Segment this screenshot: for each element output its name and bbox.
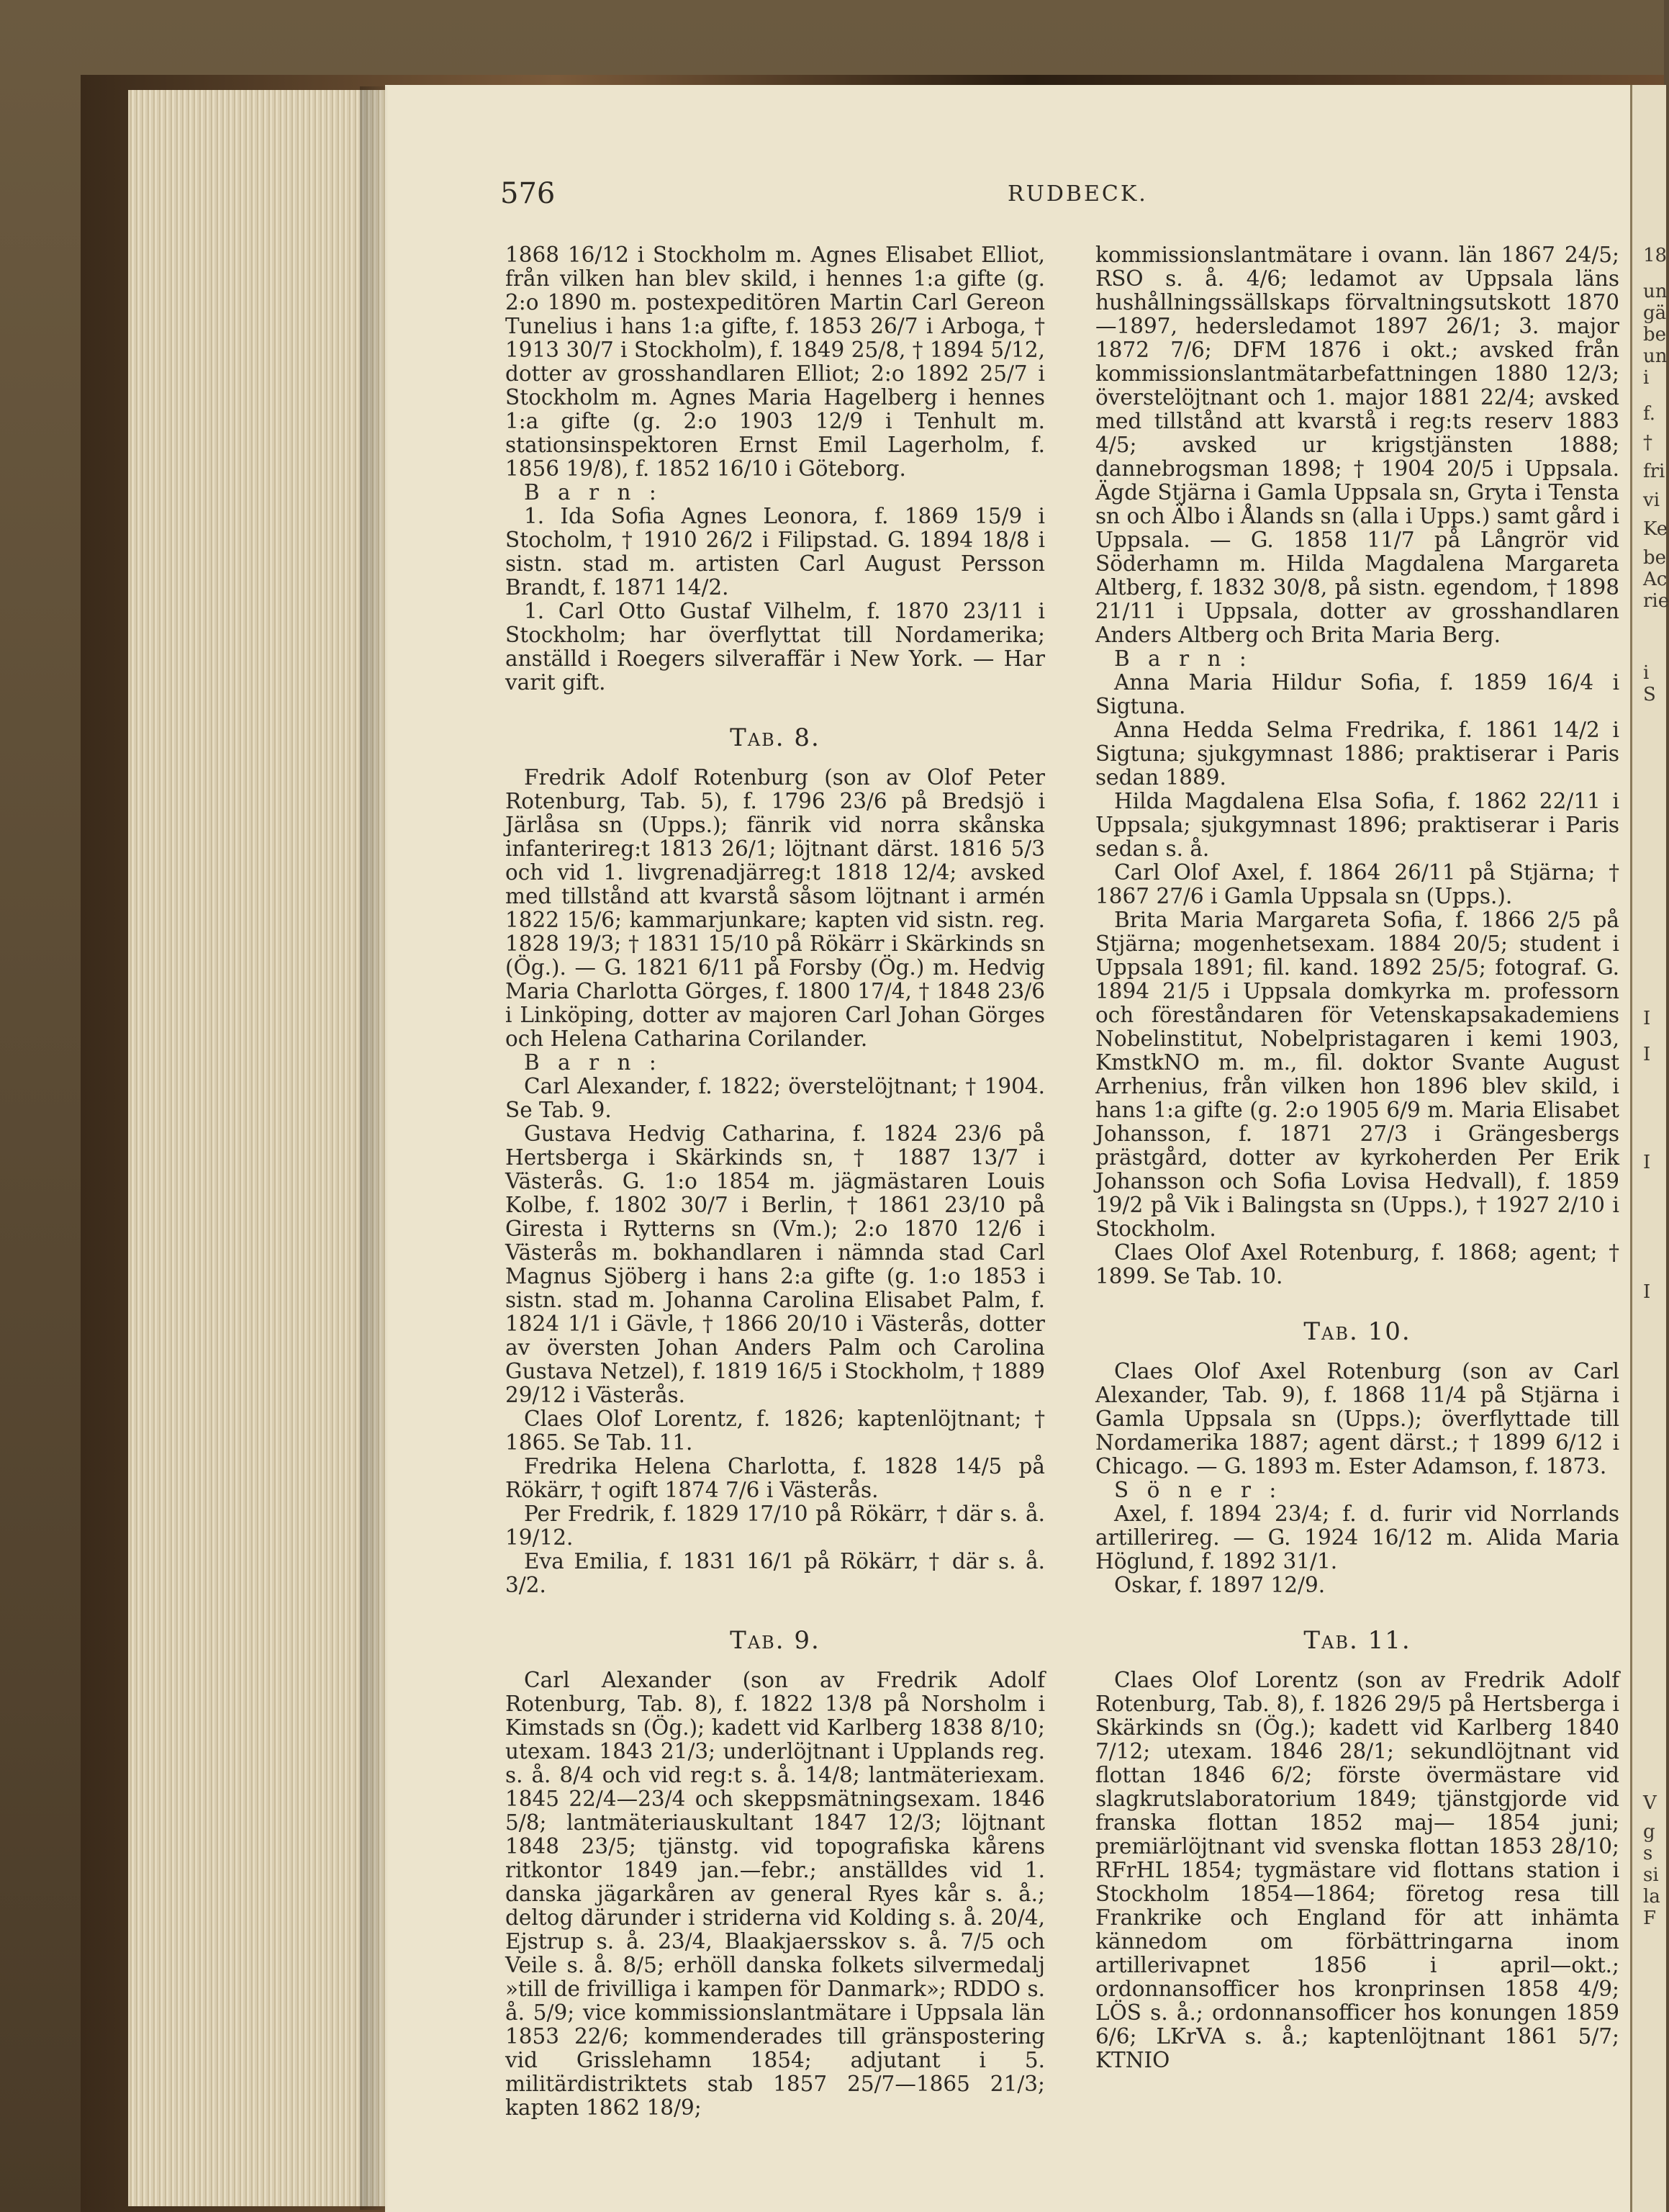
entry-paragraph: Eva Emilia, f. 1831 16/1 på Rökärr, † där s. å. 3/2.	[505, 1549, 1045, 1597]
margin-fragment: Ke	[1643, 518, 1668, 540]
entry-paragraph: Anna Maria Hildur Sofia, f. 1859 16/4 i Sigtuna.	[1095, 670, 1619, 718]
margin-fragment: I	[1643, 1152, 1651, 1173]
entry-paragraph: Carl Alexander (son av Fredrik Adolf Rotenburg, Tab. 8), f. 1822 13/8 på Norsholm i Kimstads sn (Ög.); kadett vid Karlberg 1838 8/10; utexam. 1843 21/3; underlöjtnant i Upplands reg. s. å. 8/4 och vid reg:t s. å. 14/8; lantmäteriexam. 1845 22/4—23/4 och skeppsmätningsexam. 1846 5/8; lantmäteriauskultant 1847 12/3; löjtnant 1848 23/5; tjänstg. vid topografiska kårens ritkontor 1849 jan.—febr.; anställdes vid 1. danska jägarkåren av general Ryes kår s. å.; deltog därunder i striderna vid Kolding s. å. 20/4, Ejstrup s. å. 23/4, Blaakjaersskov s. å. 7/5 och Veile s. å. 8/5; erhöll danska folkets silvermedalj »till de frivilliga i kampen för Danmark»; RDDO s. å. 5/9; vice kommissionslantmätare i Uppsala län 1853 22/6; kommenderades till gränspostering vid Grisslehamn 1854; adjutant i 5. militärdistriktets stab 1857 25/7—1865 21/3; kapten 1862 18/9;	[505, 1668, 1045, 2120]
children-heading: S ö n e r :	[1114, 1478, 1283, 1502]
entry-paragraph: Hilda Magdalena Elsa Sofia, f. 1862 22/11 i Uppsala; sjukgymnast 1896; praktiserar i Paris sedan s. å.	[1095, 789, 1619, 861]
page-header	[500, 177, 1637, 213]
children-heading: B a r n :	[1114, 646, 1252, 671]
entry-paragraph: Claes Olof Axel Rotenburg (son av Carl Alexander, Tab. 9), f. 1868 11/4 på Stjärna i Gamla Uppsala sn (Upps.); överflyttade till Nordamerika 1887; agent därst.; † 1899 6/12 i Chicago. — G. 1893 m. Ester Adamson, f. 1873.	[1095, 1359, 1619, 1479]
margin-fragment: la	[1643, 1886, 1660, 1908]
continued-paragraph: 1868 16/12 i Stockholm m. Agnes Elisabet Elliot, från vilken han blev skild, i hennes 1:a gifte (g. 2:o 1890 m. postexpeditören Martin Carl Gereon Tunelius i hans 1:a gifte, f. 1853 26/7 i Arboga, † 1913 30/7 i Stockholm), f. 1849 25/8, † 1894 5/12, dotter av grosshandlaren Elliot; 2:o 1892 25/7 i Stockholm m. Agnes Maria Hagelberg i hennes 1:a gifte (g. 2:o 1903 12/9 i Tenhult m. stationsinspektoren Ernst Emil Lagerholm, f. 1856 19/8), f. 1852 16/10 i Göteborg.	[505, 243, 1045, 481]
margin-fragment: be	[1643, 547, 1667, 569]
table-heading: Tab. 9.	[730, 1626, 820, 1655]
margin-fragment: fri	[1643, 461, 1665, 482]
gutter-shadow	[360, 86, 389, 2210]
right-column	[1095, 243, 1619, 2072]
margin-fragment: i S	[1643, 662, 1656, 705]
entry-paragraph: 1. Carl Otto Gustaf Vilhelm, f. 1870 23/11 i Stockholm; har överflyttat till Nordamerika; anställd i Roegers silveraffär i New York. — Har varit gift.	[505, 599, 1045, 695]
entry-paragraph: Fredrik Adolf Rotenburg (son av Olof Peter Rotenburg, Tab. 5), f. 1796 23/6 på Bredsjö i Järlåsa sn (Upps.); fänrik vid norra skånska infanterireg:t 1813 26/1; löjtnant därst. 1816 5/3 och vid 1. livgrenadjärreg:t 1818 12/4; avsked med tillstånd att kvarstå såsom löjtnant i armén 1822 15/6; kammarjunkare; kapten vid sistn. reg. 1828 19/3; † 1831 15/10 på Rökärr i Skärkinds sn (Ög.). — G. 1821 6/11 på Forsby (Ög.) m. Hedvig Maria Charlotta Görges, f. 1800 17/4, † 1848 23/6 i Linköping, dotter av majoren Carl Johan Görges och Helena Catharina Corilander.	[505, 765, 1045, 1051]
margin-fragment: I	[1643, 1044, 1651, 1065]
margin-fragment: be	[1643, 324, 1667, 346]
margin-fragment: I	[1643, 1281, 1651, 1303]
entry-paragraph: Per Fredrik, f. 1829 17/10 på Rökärr, † där s. å. 19/12.	[505, 1502, 1045, 1550]
table-heading: Tab. 11.	[1303, 1626, 1411, 1655]
margin-fragment: V	[1643, 1792, 1657, 1814]
entry-paragraph: Brita Maria Margareta Sofia, f. 1866 2/5 på Stjärna; mogenhetsexam. 1884 20/5; student i Uppsala 1891; fil. kand. 1892 25/5; fotograf. G. 1894 21/5 i Uppsala domkyrka m. professorn och föreståndaren för Vetenskapsakademiens Nobelinstitut, Nobelpristagaren i kemi 1903, KmstkNO m. m., fil. doktor Svante August Arrhenius, från vilken hon 1896 blev skild, i hans 1:a gifte (g. 2:o 1905 6/9 m. Maria Elisabet Johansson, f. 1871 27/3 i Grängesbergs prästgård, dotter av kyrkoherden Per Erik Johansson och Sofia Lovisa Hedvall), f. 1859 19/2 på Vik i Balingsta sn (Upps.), † 1927 2/10 i Stockholm.	[1095, 908, 1619, 1241]
margin-fragment: s	[1643, 1843, 1653, 1864]
margin-fragment: F	[1643, 1908, 1657, 1929]
entry-paragraph: 1. Ida Sofia Agnes Leonora, f. 1869 15/9 i Stocholm, † 1910 26/2 i Filipstad. G. 1894 18/8 i sistn. stad m. artisten Carl August Persson Brandt, f. 1871 14/2.	[505, 504, 1045, 600]
margin-fragment: g	[1643, 1821, 1655, 1843]
entry-paragraph: Carl Alexander, f. 1822; överstelöjtnant; † 1904. Se Tab. 9.	[505, 1074, 1045, 1122]
margin-fragment: gä	[1643, 302, 1667, 324]
entry-paragraph: Fredrika Helena Charlotta, f. 1828 14/5 på Rökärr, † ogift 1874 7/6 i Västerås.	[505, 1454, 1045, 1502]
page-number: 576	[500, 177, 556, 210]
table-heading: Tab. 10.	[1303, 1317, 1411, 1346]
entry-paragraph: Gustava Hedvig Catharina, f. 1824 23/6 på Hertsberga i Skärkinds sn, † 1887 13/7 i Västerås. G. 1:o 1854 m. jägmästaren Louis Kolbe, f. 1802 30/7 i Berlin, † 1861 23/10 på Giresta i Rytterns sn (Vm.); 2:o 1870 12/6 i Västerås m. bokhandlaren i nämnda stad Carl Magnus Sjöberg i hans 2:a gifte (g. 1:o 1853 i sistn. stad m. Johanna Carolina Elisabet Palm, f. 1824 1/1 i Gävle, † 1866 20/10 i Västerås, dotter av översten Johan Anders Palm och Carolina Gustava Netzel), f. 1819 16/5 i Stockholm, † 1889 29/12 i Västerås.	[505, 1121, 1045, 1407]
entry-paragraph: Claes Olof Lorentz, f. 1826; kaptenlöjtnant; † 1865. Se Tab. 11.	[505, 1407, 1045, 1455]
entry-paragraph: Carl Olof Axel, f. 1864 26/11 på Stjärna; † 1867 27/6 i Gamla Uppsala sn (Upps.).	[1095, 860, 1619, 908]
children-heading: B a r n :	[524, 480, 662, 505]
entry-paragraph: Oskar, f. 1897 12/9.	[1114, 1573, 1326, 1597]
margin-fragment: vi	[1643, 489, 1660, 511]
margin-fragment: i	[1643, 367, 1650, 389]
entry-paragraph: Claes Olof Lorentz (son av Fredrik Adolf Rotenburg, Tab. 8), f. 1826 29/5 på Hertsberga i Skärkinds sn (Ög.); kadett vid Karlberg 1840 7/12; utexam. 1846 28/1; sekundlöjtnant vid flottan 1846 6/2; förste övermästare vid slagkrutslaboratorium 1849; tjänstgjorde vid franska flottan 1852 maj— 1854 juni; premiärlöjtnant vid svenska flottan 1853 28/10; RFrHL 1854; tygmästare vid flottans station i Stockholm 1854—1864; företog resa till Frankrike och England för att inhämta kännedom om förbättringarna inom artillerivapnet 1856 i april—okt.; ordonnansofficer hos kronprinsen 1858 4/9; LÖS s. å.; ordonnansofficer hos konungen 1859 6/6; LKrVA s. å.; kaptenlöjtnant 1861 5/7; KTNIO	[1095, 1668, 1619, 2072]
margin-fragment: I	[1643, 1008, 1651, 1029]
margin-fragment: Ac	[1643, 569, 1668, 590]
entry-paragraph: Claes Olof Axel Rotenburg, f. 1868; agent; † 1899. Se Tab. 10.	[1095, 1240, 1619, 1288]
table-heading: Tab. 8.	[730, 723, 820, 752]
left-column	[505, 243, 1045, 2120]
entry-paragraph: Anna Hedda Selma Fredrika, f. 1861 14/2 i Sigtuna; sjukgymnast 1886; praktiserar i Paris sedan 1889.	[1095, 718, 1619, 790]
margin-fragment: †	[1643, 432, 1652, 453]
children-heading: B a r n :	[524, 1050, 662, 1075]
margin-fragment: un	[1643, 281, 1668, 302]
margin-fragment: un	[1643, 346, 1668, 367]
running-head: RUDBECK.	[1008, 181, 1148, 207]
page-edges	[128, 90, 387, 2206]
margin-fragment: f.	[1643, 403, 1655, 425]
margin-fragment: si	[1643, 1864, 1659, 1886]
continued-paragraph: kommissionslantmätare i ovann. län 1867 24/5; RSO s. å. 4/6; ledamot av Uppsala läns hushållningssällskaps förvaltningsutskott 1870—1897, hedersledamot 1897 26/1; 3. major 1872 7/6; DFM 1876 i okt.; avsked från kommissionslantmätarbefattningen 1880 12/3; överstelöjtnant och 1. major 1881 22/4; avsked med tillstånd att kvarstå i reg:ts reserv 1883 4/5; avsked ur krigstjänsten 1888; dannebrogsman 1898; † 1904 20/5 i Uppsala. Ägde Stjärna i Gamla Uppsala sn, Gryta i Tensta sn och Älbo i Ålands sn (alla i Upps.) samt gård i Uppsala. — G. 1858 11/7 på Långrör vid Söderhamn m. Hilda Magdalena Margareta Altberg, f. 1832 30/8, på sistn. egendom, † 1898 21/11 i Uppsala, dotter av grosshandlaren Anders Altberg och Brita Maria Berg.	[1095, 243, 1619, 647]
margin-fragment: rie	[1643, 590, 1669, 612]
entry-paragraph: Axel, f. 1894 23/4; f. d. furir vid Norrlands artillerireg. — G. 1924 16/12 m. Alida Maria Höglund, f. 1892 31/1.	[1095, 1502, 1619, 1574]
margin-fragment: 18	[1643, 245, 1668, 266]
